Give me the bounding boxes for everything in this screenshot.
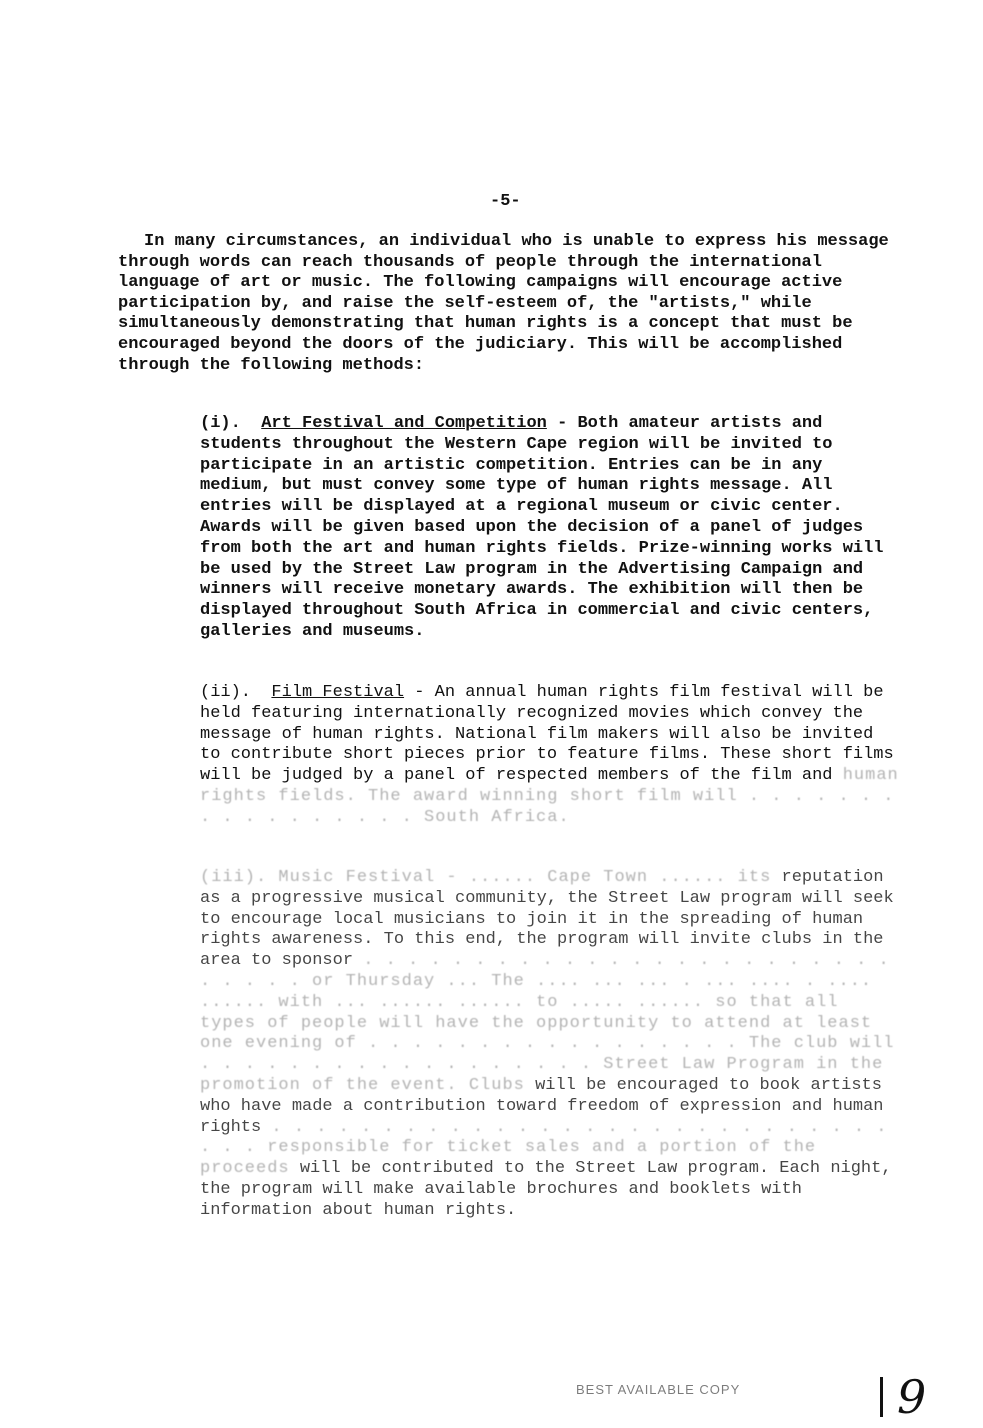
item-art-festival xyxy=(200,414,900,643)
item-body: An annual human rights film festival will be held featuring internationally recognized movies which convey the message of human rights. National film makers will also be invited to contribute short pieces prior to feature films. These short films will be judged by a panel of respected members of the film and xyxy=(200,683,894,786)
best-available-copy-stamp: BEST AVAILABLE COPY xyxy=(576,1382,741,1397)
faded-text: . . . . . . . . . . . . . . . . . . . . . . . . . . . . . or Thursday ... The .... ... ... . ... .... . .... ...... with ... ...... ...... to ..... ...... so that all types of people will have the opportunity to attend at least one evening of . . . . . . . . . . . . . . . . . The club will . . . . . . . . . . . . . . . . . . Street Law Program in the promotion of the event. Clubs xyxy=(200,951,895,1095)
item-title: Art Festival and Competition xyxy=(261,414,547,433)
intro-paragraph xyxy=(118,232,908,376)
item-body: Both amateur artists and students throughout the Western Cape region will be invited to participate in an artistic competition. Entries can be in any medium, but must convey some type of human rights message. All entries will be displayed at a regional museum or civic center. Awards will be given based upon the decision of a panel of judges from both the art and human rights fields. Prize-winning works will be used by the Street Law program in the Advertising Campaign and winners will receive monetary awards. The exhibition will then be displayed throughout South Africa in commercial and civic centers, galleries and museums. xyxy=(200,414,884,641)
item-music-festival xyxy=(200,868,900,1222)
faded-text: . . . . . . . . . . . . . . . . . . . . . . . . . . . . . . . responsible for ticket sales and a portion of the proceeds xyxy=(200,1117,888,1179)
item-film-festival xyxy=(200,683,900,829)
folio-bar xyxy=(880,1377,883,1417)
intro-first-line: In many circumstances, an individual who is unable to express xyxy=(144,232,767,251)
page-number: -5- xyxy=(490,192,521,211)
folio-digit: 9 xyxy=(897,1370,927,1424)
item-title: Film Festival xyxy=(271,683,405,702)
intro-rest: his message through words can reach thousands of people through the international language of art or music. The following campaigns will encourage active participation by, and raise the self-esteem of, the "artists," while simultaneously demonstrating that human rights is a concept that must be encouraged beyond the doors of the judiciary. This will be accomplished through the following methods: xyxy=(118,232,889,375)
folio-number xyxy=(880,1370,926,1424)
item-marker: (ii). xyxy=(200,683,252,702)
item-marker: (i). xyxy=(200,414,241,433)
item-body: will be contributed to the Street Law program. Each night, the program will make available brochures and booklets with information about human rights. xyxy=(200,1159,892,1220)
faded-text: (iii). Music Festival - ...... Cape Town ...... its xyxy=(200,868,772,887)
item-body: will be encouraged to book artists who have made a contribution toward freedom of expression and human rights xyxy=(200,1075,884,1137)
faded-text: human rights fields. The award winning short film will . . . . . . . . . . . . . . . . . South Africa. xyxy=(200,766,899,827)
item-dash: - xyxy=(404,683,435,702)
item-body: reputation as a progressive musical community, the Street Law program will seek to encourage local musicians to join it in the spreading of human rights awareness. To this end, the program will invite clubs in the area to sponsor xyxy=(200,868,894,971)
item-dash: - xyxy=(546,414,578,433)
